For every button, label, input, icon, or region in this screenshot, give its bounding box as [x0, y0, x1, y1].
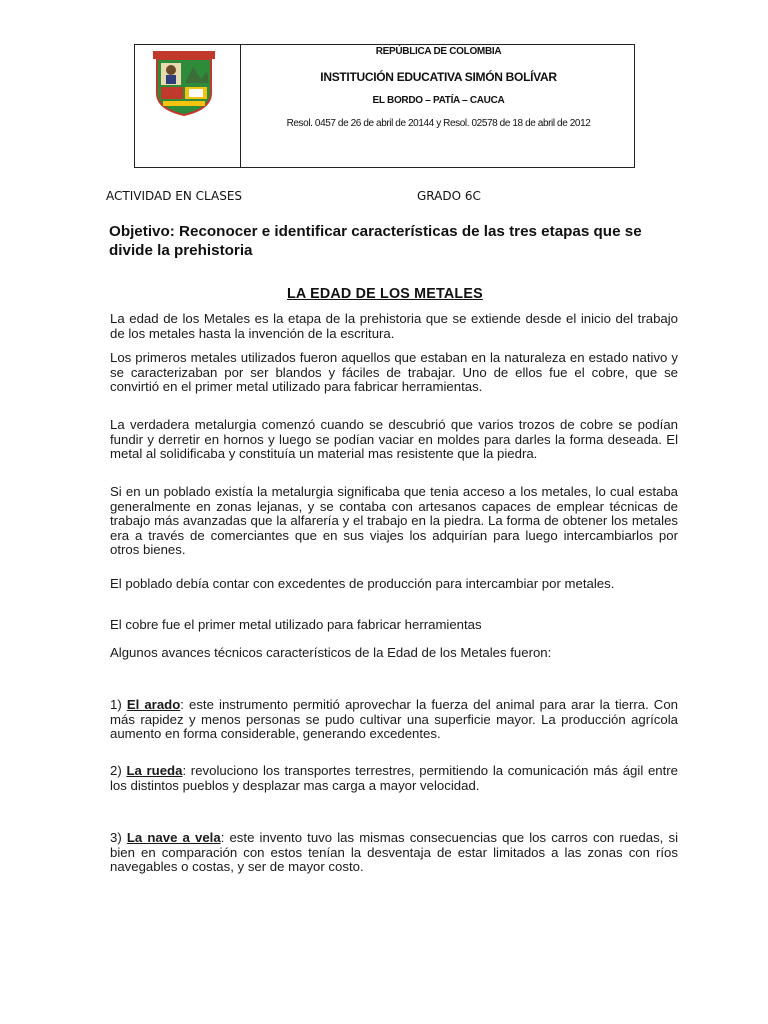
paragraph: Si en un poblado existía la metalurgia significaba que tenia acceso a los metales, lo cual estaba generalmente en zonas lejanas, y se contaba con artesanos capaces de emplear técnicas de trabajo más avanzadas que la alfarería y el trabajo en la piedra. La forma de obtener los metales era a través de comerciantes que en sus viajes los adquirían para luego intercambiarlos por otros bienes.	[110, 484, 678, 558]
advance-term: El arado	[126, 697, 181, 712]
advance-item-nave	[110, 831, 678, 875]
advance-number: 3)	[110, 830, 127, 845]
location-label: EL BORDO – PATÍA – CAUCA	[372, 95, 505, 106]
paragraph: Los primeros metales utilizados fueron aquellos que estaban en la naturaleza en estado nativo y se caracterizaban por ser blandos y fáciles de trabajar. Uno de ellos fue el cobre, que se convirtió en el primer metal utilizado para fabricar herramientas.	[110, 350, 678, 395]
advance-text: : revoluciono los transportes terrestres, permitiendo la comunicación más ágil entre los distintos pueblos y desplazar mas carga a mayor velocidad.	[110, 763, 679, 793]
advance-number: 1)	[110, 697, 127, 712]
header-divider	[240, 45, 241, 167]
paragraph: El cobre fue el primer metal utilizado para fabricar herramientas	[110, 617, 482, 632]
school-crest-icon	[149, 49, 219, 119]
objective-heading: Objetivo: Reconocer e identificar características de las tres etapas que se divide la prehistoria	[109, 223, 642, 259]
header-table	[134, 44, 635, 168]
advance-term: La rueda	[126, 763, 183, 778]
grade-label: GRADO 6C	[417, 189, 481, 203]
advance-term: La nave a vela	[126, 830, 221, 845]
advance-item-arado	[110, 698, 678, 742]
advance-text: : este instrumento permitió aprovechar la fuerza del animal para arar la tierra. Con más rapidez y menos personas se pudo cultivar una superficie mayor. La producción agrícola aumento en forma considerable, generando excedentes.	[110, 697, 679, 742]
republic-label: REPÚBLICA DE COLOMBIA	[375, 46, 502, 57]
paragraph: La edad de los Metales es la etapa de la prehistoria que se extiende desde el inicio del trabajo de los metales hasta la invención de la escritura.	[110, 311, 678, 341]
activity-label: ACTIVIDAD EN CLASES	[106, 189, 243, 203]
advance-item-rueda	[110, 764, 678, 793]
institution-name: INSTITUCIÓN EDUCATIVA SIMÓN BOLÍVAR	[320, 70, 557, 84]
paragraph: El poblado debía contar con excedentes de producción para intercambiar por metales.	[110, 576, 615, 591]
advance-number: 2)	[110, 763, 127, 778]
advance-text: : este invento tuvo las mismas consecuencias que los carros con ruedas, si bien en comparación con estos tenían la desventaja de estar limitados a las zonas con ríos navegables o costas, y ser de mayor costo.	[110, 830, 678, 875]
section-title: LA EDAD DE LOS METALES	[287, 286, 483, 302]
paragraph: La verdadera metalurgia comenzó cuando se descubrió que varios trozos de cobre se podían fundir y derretir en hornos y luego se podían vaciar en moldes para darles la forma deseada. El metal al solidificaba y constituía un material mas resistente que la piedra.	[110, 417, 678, 462]
paragraph: Algunos avances técnicos característicos de la Edad de los Metales fueron:	[110, 645, 552, 660]
resolution-label: Resol. 0457 de 26 de abril de 20144 y Resol. 02578 de 18 de abril de 2012	[286, 118, 591, 129]
